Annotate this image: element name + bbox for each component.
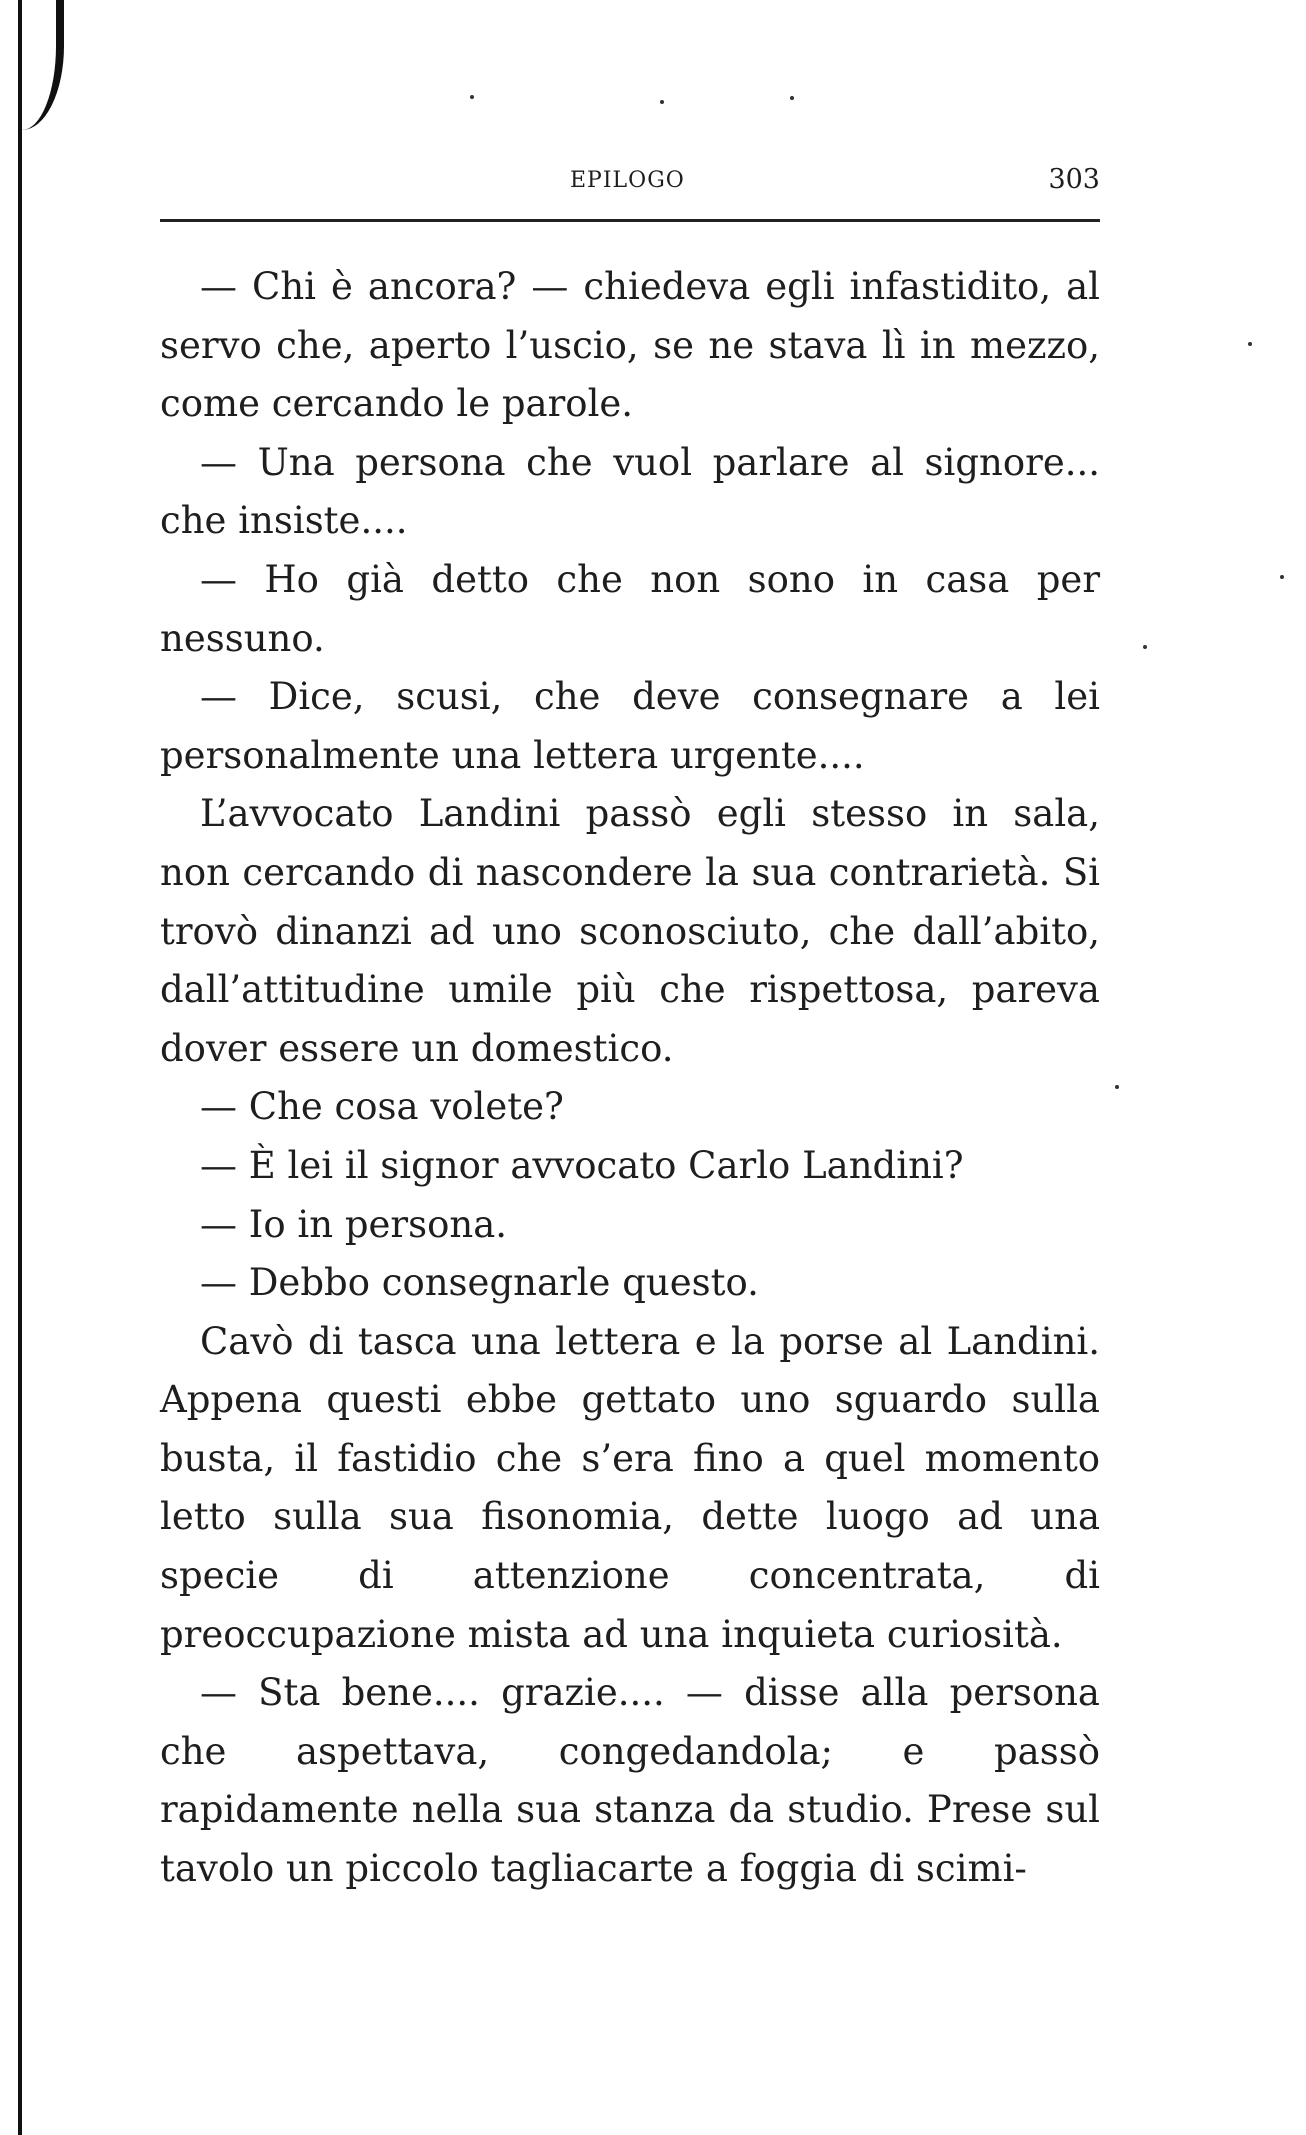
paragraph: — Una persona che vuol parlare al signore... che insiste.... — [160, 440, 1100, 543]
paragraph: — Che cosa volete? — [200, 1085, 564, 1129]
scan-speck — [1248, 342, 1252, 346]
binding-edge — [18, 0, 22, 2135]
paragraph: — Io in persona. — [200, 1202, 508, 1246]
page-number: 303 — [1048, 164, 1100, 195]
paragraph: L’avvocato Landini passò egli stesso in sala, non cercando di nascondere la sua contrarietà. Si trovò dinanzi ad uno sconosciuto, che dall’abito, dall’attitudine umile più che rispettosa, pareva dover essere un domestico. — [160, 792, 1100, 1070]
scan-speck — [1280, 575, 1284, 579]
running-title: EPILOGO — [570, 168, 685, 193]
scan-speck — [1115, 1085, 1119, 1089]
header-rule — [160, 219, 1100, 222]
scan-speck — [470, 95, 474, 99]
scan-speck — [1143, 645, 1147, 649]
body-text — [160, 258, 1100, 1899]
paragraph: — Ho già detto che non sono in casa per nessuno. — [160, 557, 1100, 660]
paragraph: — È lei il signor avvocato Carlo Landini? — [200, 1143, 964, 1187]
paragraph: — Chi è ancora? — chiedeva egli infastidito, al servo che, aperto l’uscio, se ne stava lì in mezzo, come cercando le parole. — [160, 265, 1100, 426]
paragraph: — Dice, scusi, che deve consegnare a lei personalmente una lettera urgente.... — [160, 675, 1100, 777]
binding-curl — [22, 0, 64, 130]
scan-speck — [660, 100, 664, 104]
paragraph: — Sta bene.... grazie.... — disse alla persona che aspettava, congedandola; e passò rapidamente nella sua stanza da studio. Prese sul tavolo un piccolo tagliacarte a foggia di scimi- — [160, 1671, 1100, 1891]
scan-speck — [790, 96, 794, 100]
paragraph: — Debbo consegnarle questo. — [200, 1261, 759, 1305]
paragraph: Cavò di tasca una lettera e la porse al Landini. Appena questi ebbe gettato uno sguardo sulla busta, il fastidio che s’era fino a quel momento letto sulla sua fisonomia, dette luogo ad una specie di attenzione concentrata, di preoccupazione mista ad una inquieta curiosità. — [160, 1319, 1100, 1656]
page-header — [160, 158, 1100, 208]
